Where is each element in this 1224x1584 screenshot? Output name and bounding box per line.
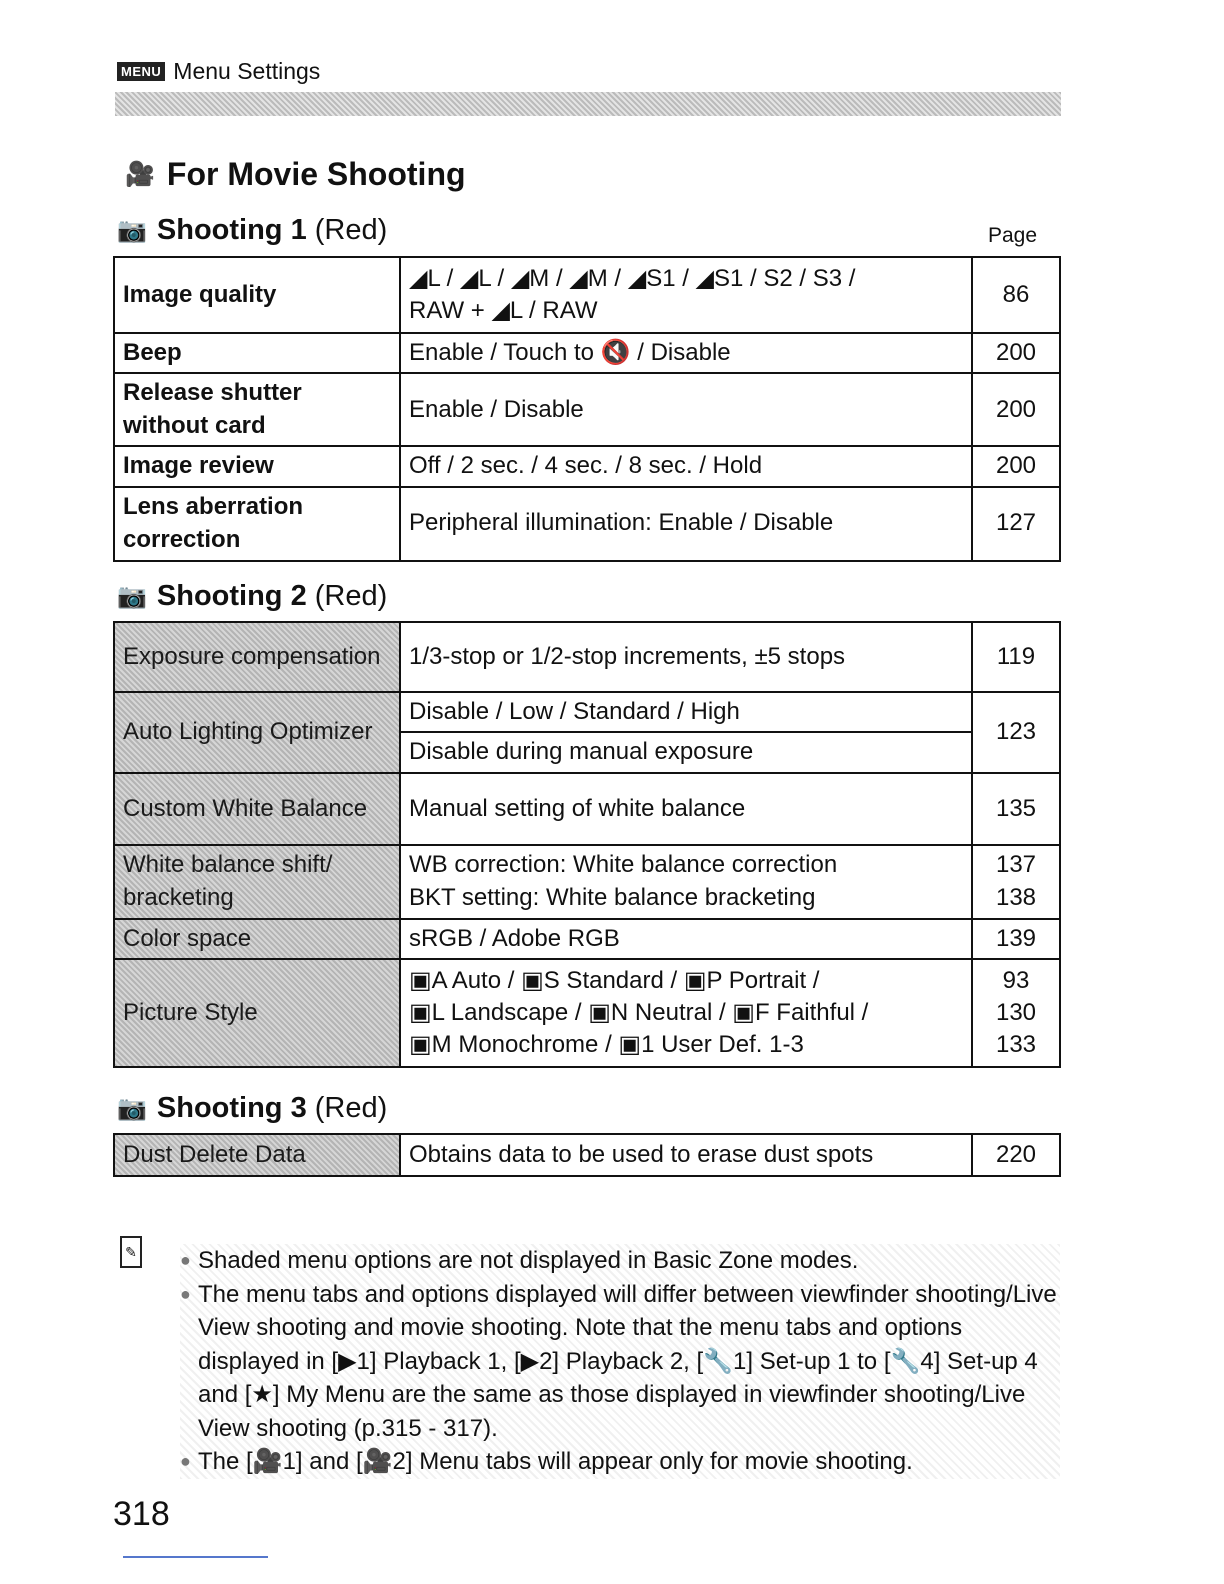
bullet-icon: ● <box>180 1250 191 1270</box>
setting-options: 1/3-stop or 1/2-stop increments, ±5 stops <box>400 622 972 692</box>
setting-name: Custom White Balance <box>114 773 400 845</box>
page-title <box>125 156 466 193</box>
setting-page: 220 <box>972 1134 1060 1176</box>
setting-name: Beep <box>114 333 400 373</box>
note-text: The menu tabs and options displayed will differ between viewfinder shooting/Live View shooting and movie shooting. Note that the menu tabs and options displayed in [▶1] Playback 1, [▶2] Playback 2, [🔧1] Set-up 1 to [🔧4] Set-up 4 and [★] My Menu are the same as those displayed in viewfinder shooting/Live View shooting (p.315 - 317). <box>198 1280 1057 1442</box>
section-name: Shooting 3 <box>156 1092 307 1124</box>
table-row <box>114 919 1060 959</box>
page-title-text: For Movie Shooting <box>166 156 466 192</box>
table-row <box>114 1134 1060 1176</box>
page-number: 318 <box>113 1495 170 1533</box>
setting-name: White balance shift/ bracketing <box>114 845 400 919</box>
table-row <box>114 333 1060 373</box>
setting-page: 135 <box>972 773 1060 845</box>
section-color: (Red) <box>314 580 388 612</box>
setting-options: Disable during manual exposure <box>400 732 972 772</box>
bullet-icon: ● <box>180 1451 191 1471</box>
option-line: ◢L / ◢L / ◢M / ◢M / ◢S1 / ◢S1 / S2 / S3 / <box>409 264 856 292</box>
settings-table-shooting-3 <box>113 1133 1061 1177</box>
note-item <box>180 1278 1060 1446</box>
camera-icon: 📷 <box>117 217 147 244</box>
option-line: RAW + ◢L / RAW <box>409 297 598 324</box>
setting-name: Dust Delete Data <box>114 1134 400 1176</box>
notes-box <box>180 1244 1060 1479</box>
setting-page: 123 <box>972 692 1060 773</box>
option-line: ▣M Monochrome / ▣1 User Def. 1-3 <box>409 1031 804 1059</box>
section-heading-shooting-2 <box>117 580 387 613</box>
setting-page: 200 <box>972 446 1060 486</box>
setting-page: 119 <box>972 622 1060 692</box>
option-line: BKT setting: White balance bracketing <box>409 883 816 911</box>
menu-badge-icon: MENU <box>117 62 165 81</box>
page-column-label: Page <box>988 224 1038 247</box>
setting-options <box>400 959 972 1067</box>
movie-camera-icon: 🎥 <box>125 161 155 188</box>
section-heading-shooting-1 <box>117 214 387 247</box>
section-name: Shooting 2 <box>156 580 307 612</box>
table-row <box>114 622 1060 692</box>
setting-page: 200 <box>972 333 1060 373</box>
setting-options: sRGB / Adobe RGB <box>400 919 972 959</box>
page-line: 93 <box>1002 966 1030 994</box>
header-section: Menu Settings <box>173 57 321 84</box>
setting-options: Disable / Low / Standard / High <box>400 692 972 732</box>
setting-options: Obtains data to be used to erase dust spots <box>400 1134 972 1176</box>
note-item <box>180 1445 1060 1479</box>
setting-name: Image quality <box>114 257 400 333</box>
settings-table-shooting-1 <box>113 256 1061 562</box>
setting-name: Image review <box>114 446 400 486</box>
setting-page <box>972 959 1060 1067</box>
setting-name: Picture Style <box>114 959 400 1067</box>
setting-options <box>400 257 972 333</box>
table-row <box>114 959 1060 1067</box>
setting-page: 200 <box>972 373 1060 446</box>
setting-name: Lens aberration correction <box>114 487 400 561</box>
setting-options: Off / 2 sec. / 4 sec. / 8 sec. / Hold <box>400 446 972 486</box>
table-row <box>114 373 1060 446</box>
setting-page <box>972 845 1060 919</box>
setting-page: 139 <box>972 919 1060 959</box>
setting-page: 86 <box>972 257 1060 333</box>
table-row <box>114 845 1060 919</box>
footer-rule <box>123 1556 268 1558</box>
setting-name: Color space <box>114 919 400 959</box>
option-line: ▣A Auto / ▣S Standard / ▣P Portrait / <box>409 966 820 994</box>
note-icon: ✎ <box>120 1236 142 1268</box>
setting-name: Exposure compensation <box>114 622 400 692</box>
setting-page: 127 <box>972 487 1060 561</box>
section-heading-shooting-3 <box>117 1092 387 1125</box>
page-line: 130 <box>995 998 1037 1026</box>
table-row <box>114 446 1060 486</box>
option-line: ▣L Landscape / ▣N Neutral / ▣F Faithful / <box>409 998 869 1026</box>
running-header <box>117 56 320 86</box>
header-bar <box>115 92 1061 116</box>
camera-icon: 📷 <box>117 1095 147 1122</box>
setting-options: Peripheral illumination: Enable / Disable <box>400 487 972 561</box>
setting-name: Release shutter without card <box>114 373 400 446</box>
setting-options: Enable / Disable <box>400 373 972 446</box>
settings-table-shooting-2 <box>113 621 1061 1068</box>
page-line: 138 <box>995 883 1037 911</box>
setting-options <box>400 845 972 919</box>
camera-icon: 📷 <box>117 583 147 610</box>
setting-options: Manual setting of white balance <box>400 773 972 845</box>
bullet-icon: ● <box>180 1283 191 1304</box>
note-text: Shaded menu options are not displayed in Basic Zone modes. <box>198 1247 859 1274</box>
note-text: The [🎥1] and [🎥2] Menu tabs will appear only for movie shooting. <box>198 1448 913 1475</box>
section-color: (Red) <box>314 1092 388 1124</box>
note-item <box>180 1244 1060 1278</box>
setting-name: Auto Lighting Optimizer <box>114 692 400 773</box>
section-color: (Red) <box>314 214 388 246</box>
section-name: Shooting 1 <box>156 214 307 246</box>
table-row <box>114 773 1060 845</box>
page-line: 133 <box>995 1031 1037 1059</box>
option-line: WB correction: White balance correction <box>409 851 838 879</box>
table-row <box>114 487 1060 561</box>
setting-options: Enable / Touch to 🔇 / Disable <box>400 333 972 373</box>
table-row <box>114 257 1060 333</box>
table-row <box>114 692 1060 732</box>
page-line: 137 <box>995 851 1037 879</box>
